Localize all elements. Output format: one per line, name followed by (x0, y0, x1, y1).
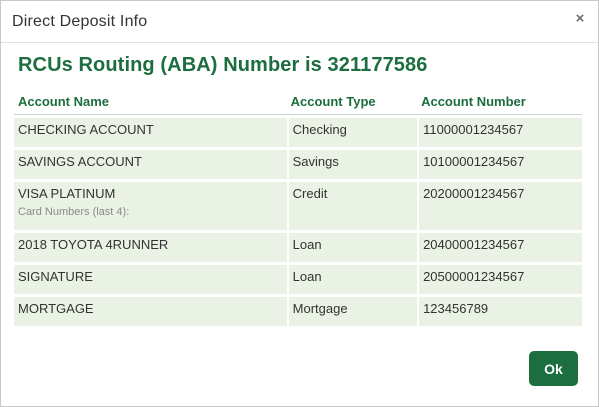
account-type-cell (287, 182, 417, 230)
account-name: VISA PLATINUM (18, 186, 116, 201)
account-number: 123456789 (423, 301, 489, 316)
account-number: 20500001234567 (423, 269, 525, 284)
account-type-cell (287, 150, 417, 179)
account-name: SAVINGS ACCOUNT (18, 154, 143, 169)
account-number-cell (417, 150, 582, 179)
account-name: CHECKING ACCOUNT (18, 122, 154, 137)
account-type: Savings (292, 154, 339, 169)
account-number: 20200001234567 (423, 186, 525, 201)
account-name-cell (14, 265, 287, 294)
table-row (14, 297, 582, 326)
account-type: Loan (292, 237, 322, 252)
account-number: 20400001234567 (423, 237, 525, 252)
account-type: Checking (292, 122, 347, 137)
account-type-cell (287, 118, 417, 147)
account-name: MORTGAGE (18, 301, 94, 316)
account-number-cell (417, 182, 582, 230)
account-name: 2018 TOYOTA 4RUNNER (18, 237, 169, 252)
column-header-account-name: Account Name (14, 94, 287, 115)
account-type-cell (287, 233, 417, 262)
account-type-cell (287, 297, 417, 326)
account-number: 10100001234567 (423, 154, 525, 169)
table-header-row (14, 94, 582, 115)
account-name: SIGNATURE (18, 269, 93, 284)
account-number-cell (417, 233, 582, 262)
dialog-title: Direct Deposit Info (12, 13, 148, 30)
account-name-cell (14, 150, 287, 179)
account-type: Credit (292, 186, 328, 201)
account-number-cell (417, 118, 582, 147)
column-header-account-number: Account Number (417, 94, 582, 115)
account-number-cell (417, 265, 582, 294)
account-number: 11000001234567 (423, 122, 524, 137)
table-row (14, 265, 582, 294)
table-row (14, 182, 582, 230)
close-icon[interactable]: × (575, 10, 585, 27)
account-name-cell (14, 118, 287, 147)
card-numbers-note: Card Numbers (last 4): (18, 206, 130, 218)
account-number-cell (417, 297, 582, 326)
column-header-account-type: Account Type (287, 94, 417, 115)
account-type: Loan (292, 269, 322, 284)
accounts-table (14, 91, 582, 329)
table-row (14, 150, 582, 179)
account-name-cell (14, 233, 287, 262)
account-type-cell (287, 265, 417, 294)
account-name-cell (14, 182, 287, 230)
table-row (14, 118, 582, 147)
account-name-cell (14, 297, 287, 326)
table-row (14, 233, 582, 262)
ok-button[interactable]: Ok (529, 351, 578, 386)
dialog-header (1, 1, 598, 43)
account-type: Mortgage (292, 301, 348, 316)
routing-number-heading: RCUs Routing (ABA) Number is 321177586 (18, 54, 428, 76)
